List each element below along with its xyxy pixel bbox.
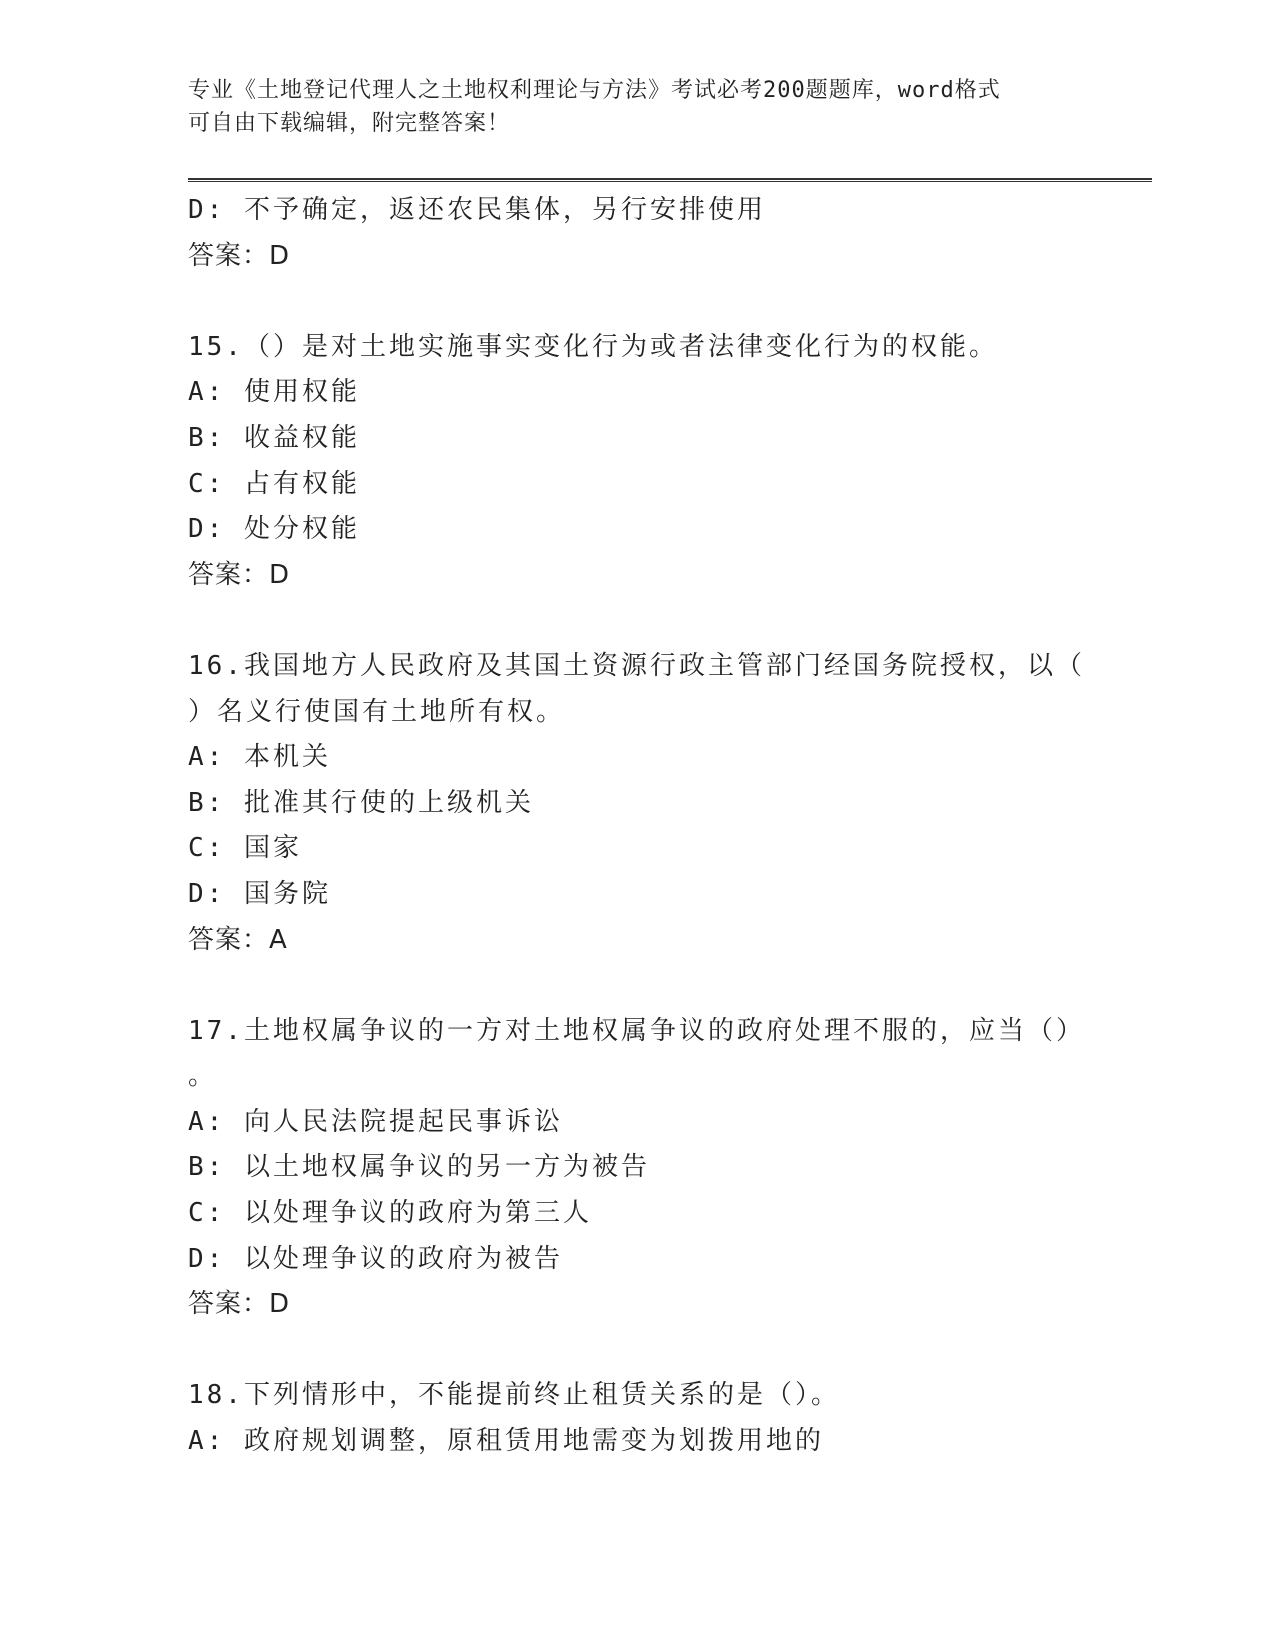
answer: 答案：D	[188, 559, 291, 590]
question-18	[188, 1373, 1088, 1464]
question-text: 18.下列情形中，不能提前终止租赁关系的是（）。	[188, 1380, 840, 1411]
question-text: 17.土地权属争议的一方对土地权属争议的政府处理不服的，应当（）	[188, 1015, 1085, 1046]
option-a: A: 政府规划调整，原租赁用地需变为划拨用地的	[188, 1426, 824, 1457]
option-d: D: 国务院	[188, 878, 331, 909]
page-header	[188, 74, 1068, 140]
question-17	[188, 1009, 1088, 1328]
question-text: 15.（）是对土地实施事实变化行为或者法律变化行为的权能。	[188, 331, 998, 362]
question-list	[188, 188, 1088, 1465]
option-b: B: 批准其行使的上级机关	[188, 787, 534, 818]
question-15	[188, 325, 1088, 599]
question-16	[188, 644, 1088, 963]
header-line-1: 专业《土地登记代理人之土地权利理论与方法》考试必考200题题库，word格式	[188, 78, 1001, 103]
option-a: A: 本机关	[188, 742, 331, 773]
option-b: B: 收益权能	[188, 422, 360, 453]
spacer	[188, 279, 1088, 325]
question-text-cont: 。	[188, 1061, 218, 1092]
spacer	[188, 598, 1088, 644]
spacer	[188, 963, 1088, 1009]
option-a: A: 向人民法院提起民事诉讼	[188, 1106, 563, 1137]
prev-answer: 答案：D	[188, 240, 291, 271]
spacer	[188, 1328, 1088, 1374]
prev-option-d: D: 不予确定，返还农民集体，另行安排使用	[188, 195, 766, 225]
question-text-cont: ）名义行使国有土地所有权。	[188, 696, 566, 727]
option-d: D: 处分权能	[188, 514, 360, 545]
answer: 答案：D	[188, 1289, 291, 1320]
question-text: 16.我国地方人民政府及其国土资源行政主管部门经国务院授权，以（	[188, 650, 1085, 681]
option-c: C: 占有权能	[188, 468, 360, 499]
option-c: C: 以处理争议的政府为第三人	[188, 1198, 592, 1229]
option-a: A: 使用权能	[188, 377, 360, 408]
header-divider	[188, 178, 1152, 182]
header-line-2: 可自由下载编辑，附完整答案！	[188, 111, 511, 136]
option-c: C: 国家	[188, 833, 302, 864]
option-b: B: 以土地权属争议的另一方为被告	[188, 1152, 650, 1183]
answer: 答案：A	[188, 924, 288, 955]
option-d: D: 以处理争议的政府为被告	[188, 1243, 563, 1274]
